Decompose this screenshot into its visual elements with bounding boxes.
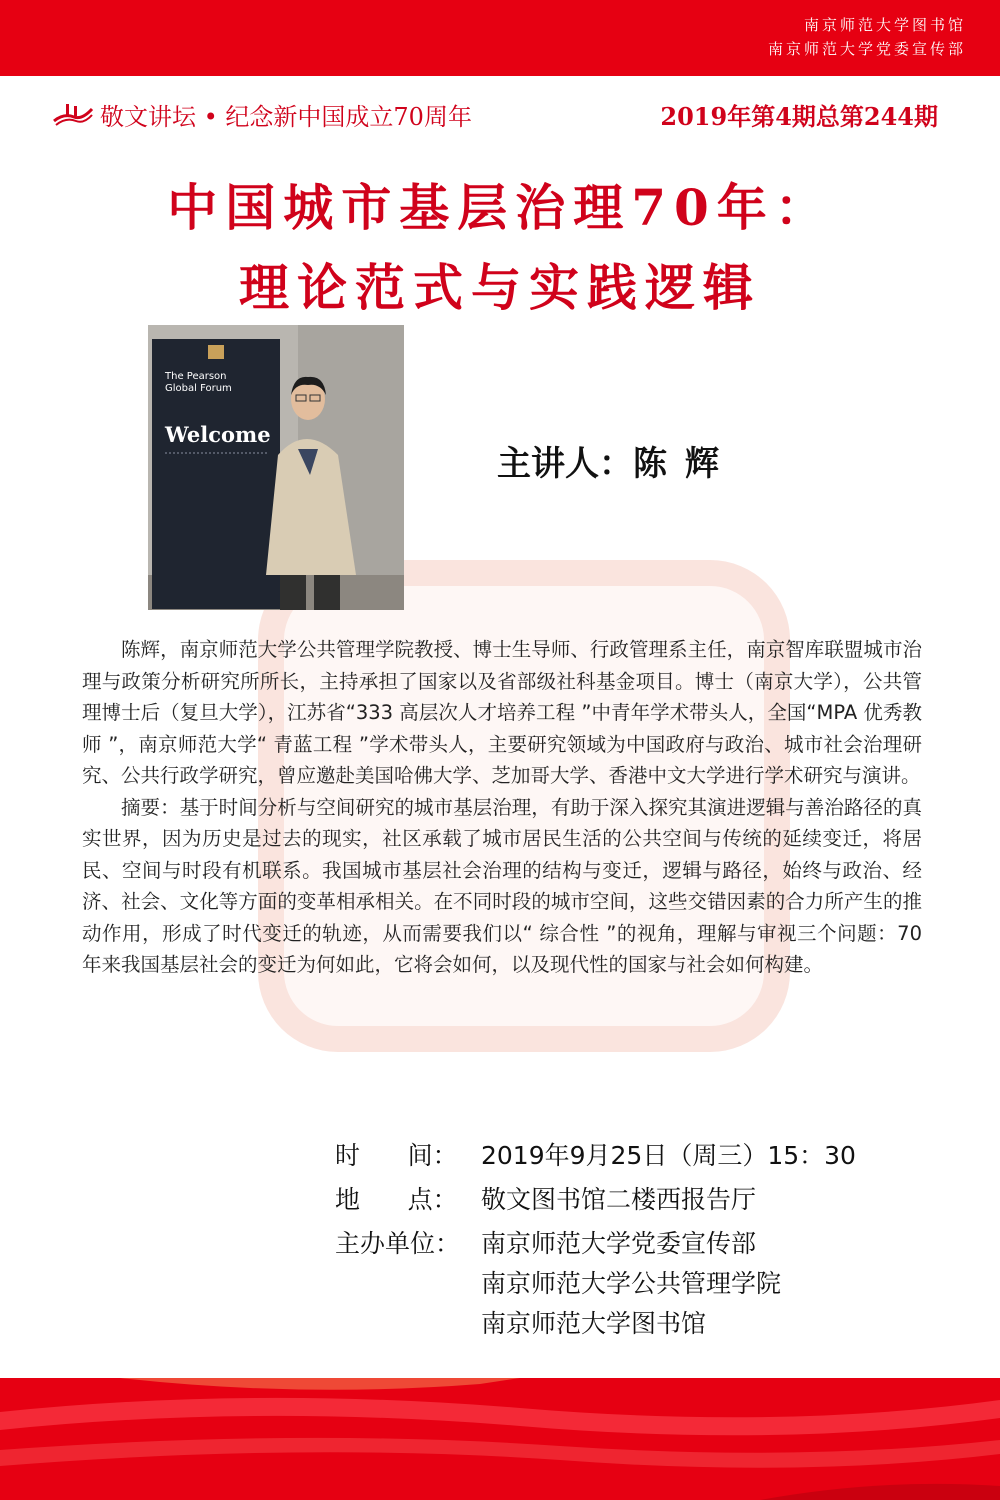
time-value: 2019年9月25日（周三）15：30 [481, 1141, 856, 1170]
place-label: 地 点： [335, 1185, 458, 1214]
lecture-title-line1: 中国城市基层治理70年： [167, 178, 833, 237]
org-line-library: 南京师范大学图书馆 [803, 16, 966, 34]
host-value-2: 南京师范大学公共管理学院 [481, 1269, 782, 1298]
speaker-bio: 陈辉，南京师范大学公共管理学院教授、博士生导师、行政管理系主任，南京智库联盟城市治理与政策分析研究所所长，主持承担了国家以及省部级社科基金项目。博士（南京大学），公共管理博士后（复旦大学），江苏省“333 高层次人才培养工程 ”中青年学术带头人，全国“MPA 优秀教师 ”，南京师范大学“ 青蓝工程 ”学术带头人，主要研究领域为中国政府与政治、城市社会治理研究、公共行政学研究，曾应邀赴美国哈佛大学、芝加哥大学、香港中文大学进行学术研究与演讲。 [82, 638, 922, 787]
series-title: 敬文讲坛 • 纪念新中国成立70周年 [100, 103, 472, 131]
host-row-2 [481, 1264, 781, 1300]
time-label: 时 间： [335, 1141, 458, 1170]
host-label: 主办单位： [335, 1229, 461, 1258]
jingwen-logo-icon [52, 101, 94, 127]
top-red-band [0, 0, 1000, 76]
org-line-publicity: 南京师范大学党委宣传部 [767, 40, 966, 58]
host-value-1: 南京师范大学党委宣传部 [481, 1229, 757, 1258]
bottom-red-band [0, 1378, 1000, 1500]
place-value: 敬文图书馆二楼西报告厅 [481, 1185, 757, 1214]
speaker-label: 主讲人： [497, 444, 633, 484]
banner-welcome-text: Welcome [165, 422, 271, 447]
host-row [335, 1224, 756, 1260]
series-row [0, 97, 1000, 133]
place-row [335, 1180, 756, 1216]
banner-text-line1: The Pearson [165, 371, 227, 382]
lecture-title-line2: 理论范式与实践逻辑 [239, 258, 761, 317]
speaker-name: 陈辉 [633, 444, 737, 484]
banner-text-line2: Global Forum [165, 383, 232, 394]
host-value-3: 南京师范大学图书馆 [481, 1309, 707, 1338]
speaker-photo-drawing [148, 325, 404, 610]
host-row-3 [481, 1304, 706, 1340]
speaker [497, 436, 737, 485]
time-row [335, 1136, 856, 1172]
lecture-abstract: 摘要：基于时间分析与空间研究的城市基层治理，有助于深入探究其演进逻辑与善治路径的真实世界，因为历史是过去的现实，社区承载了城市居民生活的公共空间与传统的延续变迁，将居民、空间与时段有机联系。我国城市基层社会治理的结构与变迁，逻辑与路径，始终与政治、经济、社会、文化等方面的变革相承相关。在不同时段的城市空间，这些交错因素的合力所产生的推动作用，形成了时代变迁的轨迹，从而需要我们以“ 综合性 ”的视角，理解与审视三个问题：70 年来我国基层社会的变迁为何如此，它将会如何，以及现代性的国家与社会如何构建。 [82, 795, 922, 976]
issue-number: 2019年第4期总第244期 [660, 102, 938, 131]
speaker-photo [148, 325, 404, 610]
lecture-body-text [82, 634, 922, 981]
